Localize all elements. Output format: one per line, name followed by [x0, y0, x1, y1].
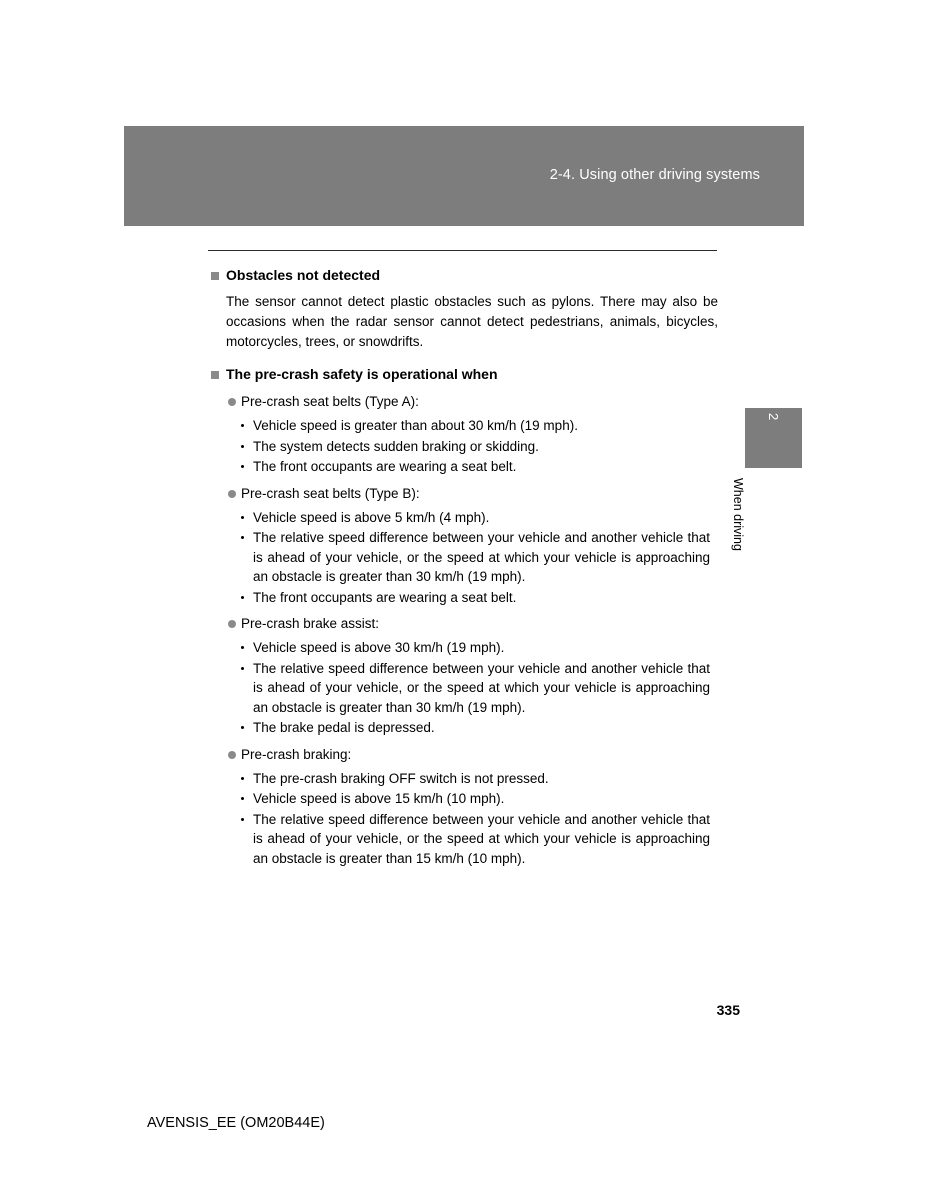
list-item-label: Vehicle speed is above 15 km/h (10 mph). — [253, 791, 505, 806]
dot-bullet-icon — [241, 445, 244, 448]
condition-group — [208, 613, 718, 738]
list-item — [208, 659, 718, 718]
footer-document-code: AVENSIS_EE (OM20B44E) — [147, 1115, 325, 1131]
list-item — [208, 437, 718, 457]
condition-group-title — [208, 483, 718, 504]
square-bullet-icon — [211, 272, 219, 280]
list-item-label: The brake pedal is depressed. — [253, 720, 435, 735]
page-content — [208, 266, 718, 874]
list-item — [208, 769, 718, 789]
section-heading-precrash-operational — [208, 365, 718, 384]
list-item-label: The relative speed difference between your vehicle and another vehicle that is ahead of your vehicle, or the speed at which your vehicle is approaching an obstacle is greater than 30 km/h (19 mph). — [253, 660, 710, 715]
dot-bullet-icon — [241, 797, 244, 800]
condition-group-title — [208, 613, 718, 634]
condition-list — [208, 508, 718, 608]
dot-bullet-icon — [241, 465, 244, 468]
condition-group-title-label: Pre-crash brake assist: — [241, 616, 380, 631]
dot-bullet-icon — [241, 536, 244, 539]
dot-bullet-icon — [241, 516, 244, 519]
dot-bullet-icon — [241, 777, 244, 780]
list-item-label: Vehicle speed is greater than about 30 km/h (19 mph). — [253, 418, 578, 433]
section-heading-obstacles — [208, 266, 718, 285]
list-item-label: The front occupants are wearing a seat belt. — [253, 459, 517, 474]
list-item — [208, 789, 718, 809]
list-item-label: The relative speed difference between your vehicle and another vehicle that is ahead of your vehicle, or the speed at which your vehicle is approaching an obstacle is greater than 15 km/h (10 mph). — [253, 811, 710, 866]
list-item — [208, 718, 718, 738]
square-bullet-icon — [211, 371, 219, 379]
dot-bullet-icon — [241, 726, 244, 729]
condition-group-title — [208, 744, 718, 765]
condition-group — [208, 483, 718, 608]
dot-bullet-icon — [241, 667, 244, 670]
section-breadcrumb-title: 2-4. Using other driving systems — [549, 167, 760, 183]
list-item-label: The front occupants are wearing a seat belt. — [253, 589, 517, 605]
condition-group-title-label: Pre-crash seat belts (Type B): — [241, 485, 420, 501]
list-item-label: The pre-crash braking OFF switch is not pressed. — [253, 770, 549, 786]
list-item-label: The relative speed difference between your vehicle and another vehicle that is ahead of your vehicle, or the speed at which your vehicle is approaching an obstacle is greater than 30 km/h (19 mph). — [253, 530, 710, 584]
list-item — [208, 508, 718, 528]
list-item — [208, 457, 718, 477]
list-item — [208, 588, 718, 608]
dot-bullet-icon — [241, 424, 244, 427]
list-item — [208, 528, 718, 587]
dot-bullet-icon — [241, 596, 244, 599]
list-item-label: Vehicle speed is above 5 km/h (4 mph). — [253, 509, 490, 525]
condition-group-title-label: Pre-crash seat belts (Type A): — [241, 394, 419, 409]
condition-group-title — [208, 391, 718, 412]
round-bullet-icon — [228, 751, 236, 759]
page-number: 335 — [716, 1002, 740, 1018]
section-paragraph-obstacles: The sensor cannot detect plastic obstacles such as pylons. There may also be occasions when the radar sensor cannot detect pedestrians, animals, bicycles, motorcycles, trees, or snowdrifts. — [226, 294, 718, 349]
condition-group — [208, 391, 718, 477]
list-item-label: The system detects sudden braking or skidding. — [253, 438, 539, 454]
condition-group — [208, 744, 718, 869]
list-item — [208, 638, 718, 658]
dot-bullet-icon — [241, 818, 244, 821]
content-divider-rule — [208, 250, 717, 251]
round-bullet-icon — [228, 620, 236, 628]
section-heading-label: Obstacles not detected — [226, 267, 381, 283]
condition-list — [208, 769, 718, 869]
round-bullet-icon — [228, 398, 236, 406]
chapter-tab-label: When driving — [731, 478, 745, 551]
chapter-tab-marker — [745, 408, 802, 468]
list-item — [208, 416, 718, 436]
condition-group-title-label: Pre-crash braking: — [241, 746, 352, 762]
list-item-label: Vehicle speed is above 30 km/h (19 mph). — [253, 640, 505, 655]
condition-list — [208, 638, 718, 738]
condition-list — [208, 416, 718, 477]
chapter-tab-number: 2 — [766, 413, 781, 421]
header-banner — [124, 126, 804, 226]
dot-bullet-icon — [241, 646, 244, 649]
list-item — [208, 810, 718, 869]
section-heading-label: The pre-crash safety is operational when — [226, 366, 498, 382]
round-bullet-icon — [228, 490, 236, 498]
